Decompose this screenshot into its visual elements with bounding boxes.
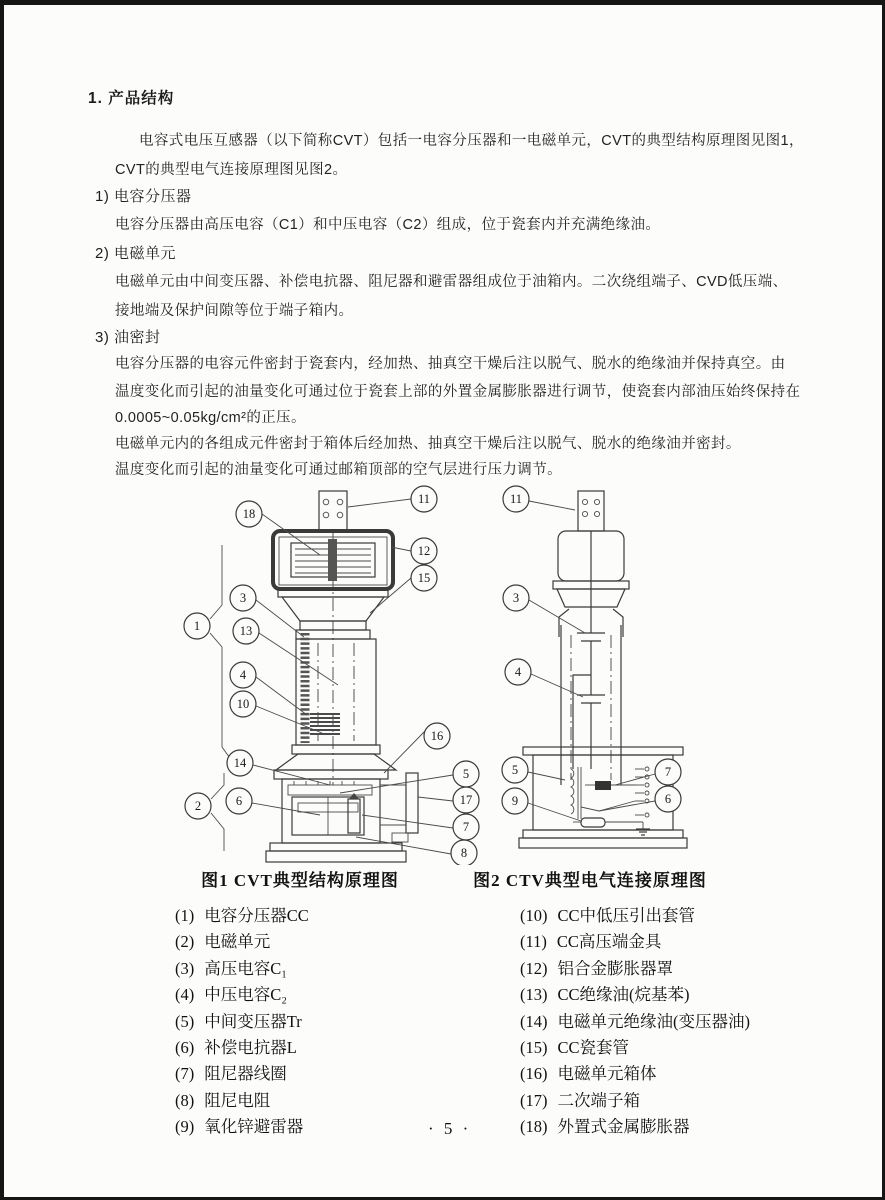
svg-text:18: 18 [242,507,256,521]
callout-10 [230,691,256,717]
callout-4 [230,662,256,688]
legend-item: (4) 中压电容C₂ [175,985,288,1004]
callout-13 [233,618,259,644]
callout-3 [230,585,256,611]
svg-text:7: 7 [664,765,672,779]
section-3-line-5: 温度变化而引起的油量变化可通过邮箱顶部的空气层进行压力调节。 [115,462,562,478]
svg-text:6: 6 [235,794,243,808]
legend-item: (18) 外置式金属膨胀器 [520,1117,690,1136]
legend-item: (15) CC瓷套管 [520,1038,630,1057]
svg-text:8: 8 [460,846,468,860]
callout-11 [411,486,437,512]
legend-item: (16) 电磁单元箱体 [520,1064,657,1083]
svg-text:3: 3 [239,591,247,605]
legend-item: (2) 电磁单元 [175,932,271,951]
section-1-body: 电容分压器由高压电容（C1）和中压电容（C2）组成，位于瓷套内并充满绝缘油。 [115,217,661,233]
svg-text:3: 3 [512,591,520,605]
svg-text:6: 6 [664,792,672,806]
figure-1-diagram [170,485,480,865]
legend-item: (17) 二次端子箱 [520,1091,640,1110]
callout-6 [226,788,252,814]
callout-6 [655,786,681,812]
svg-text:11: 11 [509,492,523,506]
figure-1-cvt-structure [170,485,480,865]
svg-text:14: 14 [233,756,247,770]
svg-text:16: 16 [430,729,444,743]
page-title: 1. 产品结构 [88,90,175,107]
page-number: · 5 · [428,1119,472,1138]
legend-item: (6) 补偿电抗器L [175,1038,297,1057]
legend-item: (1) 电容分压器CC [175,906,309,925]
callout-8 [451,840,477,865]
callout-1 [184,613,210,639]
section-2-line-2: 接地端及保护间隙等位于端子箱内。 [115,303,354,319]
section-3-line-2: 温度变化而引起的油量变化可通过位于瓷套上部的外置金属膨胀器进行调节，使瓷套内部油压始终保持在 [115,384,801,400]
section-3-line-1: 电容分压器的电容元件密封于瓷套内，经加热、抽真空干燥后注以脱气、脱水的绝缘油并保持真空。由 [115,356,786,372]
callout-16 [424,723,450,749]
callout-15 [411,565,437,591]
legend-item: (9) 氧化锌避雷器 [175,1117,304,1136]
legend-item: (14) 电磁单元绝缘油(变压器油) [520,1012,750,1031]
callout-7 [453,814,479,840]
section-3-line-4: 电磁单元内的各组成元件密封于箱体后经加热、抽真空干燥后注以脱气、脱水的绝缘油并密封。 [115,436,741,452]
callout-5 [453,761,479,787]
legend-item: (10) CC中低压引出套管 [520,906,696,925]
intro-line-1: 电容式电压互感器（以下简称CVT）包括一电容分压器和一电磁单元，CVT的典型结构原理图见图1， [139,133,804,149]
intro-line-2: CVT的典型电气连接原理图见图2。 [115,162,348,178]
callout-3 [503,585,529,611]
figure-1-caption: 图1 CVT典型结构原理图 [201,871,399,890]
callout-18 [236,501,262,527]
svg-text:1: 1 [193,619,201,633]
svg-text:5: 5 [462,767,470,781]
svg-text:11: 11 [417,492,431,506]
callout-17 [453,787,479,813]
section-3-line-3: 0.0005~0.05kg/cm²的正压。 [115,410,306,426]
svg-text:4: 4 [239,668,247,682]
section-2-line-1: 电磁单元由中间变压器、补偿电抗器、阻尼器和避雷器组成位于油箱内。二次绕组端子、CVD低压端、 [115,274,788,290]
legend-item: (8) 阻尼电阻 [175,1091,271,1110]
legend-item: (11) CC高压端金具 [520,932,662,951]
callout-9 [502,788,528,814]
callout-14 [227,750,253,776]
legend-item: (13) CC绝缘油(烷基苯) [520,985,690,1004]
legend-item: (3) 高压电容C₁ [175,959,288,978]
svg-text:10: 10 [236,697,250,711]
svg-text:9: 9 [511,794,519,808]
svg-text:5: 5 [511,763,519,777]
callout-11 [503,486,529,512]
svg-text:4: 4 [514,665,522,679]
figure-2-caption: 图2 CTV典型电气连接原理图 [473,871,707,890]
section-1-heading: 1) 电容分压器 [95,188,192,205]
svg-text:15: 15 [417,571,431,585]
svg-text:7: 7 [462,820,470,834]
callout-12 [411,538,437,564]
figure-2-diagram [495,485,710,865]
callout-5 [502,757,528,783]
figure-2-ctv-connection [495,485,710,865]
callout-4 [505,659,531,685]
legend-item: (5) 中间变压器Tr [175,1012,302,1031]
callout-2 [185,793,211,819]
svg-text:12: 12 [417,544,431,558]
svg-text:2: 2 [194,799,202,813]
section-2-heading: 2) 电磁单元 [95,245,177,262]
legend-item: (12) 铝合金膨胀器罩 [520,959,673,978]
legend-item: (7) 阻尼器线圈 [175,1064,287,1083]
section-3-heading: 3) 油密封 [95,329,161,346]
svg-text:17: 17 [459,793,473,807]
callout-7 [655,759,681,785]
svg-text:13: 13 [239,624,253,638]
